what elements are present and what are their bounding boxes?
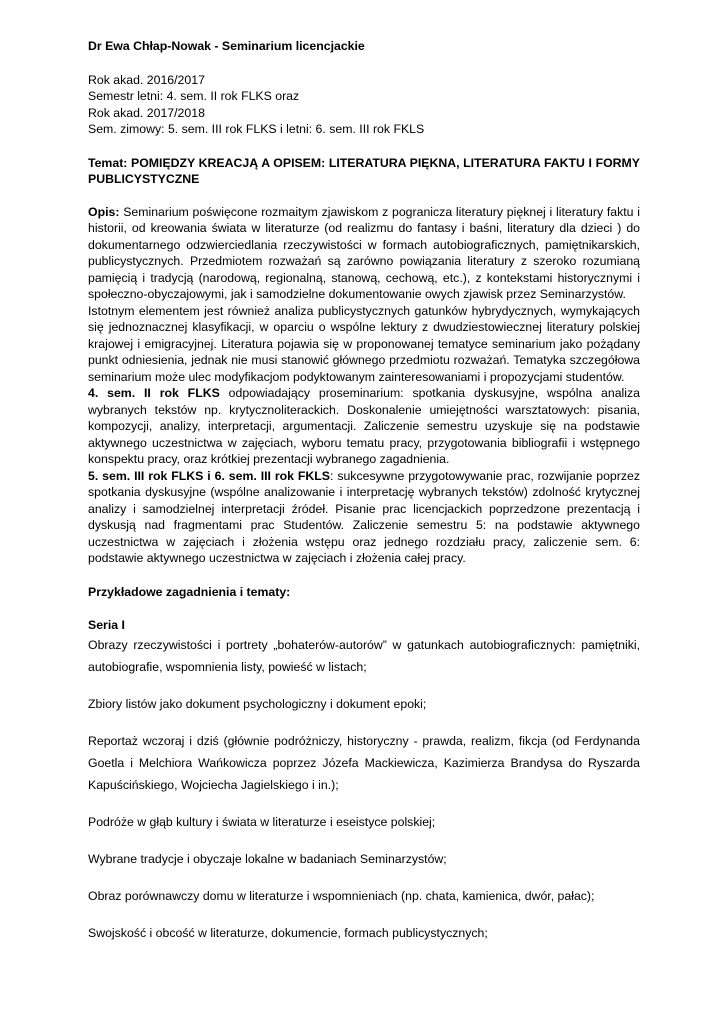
semester-4-paragraph: [88, 385, 640, 468]
semester-4-text: odpowiadający proseminarium: spotkania dyskusyjne, wspólna analiza wybranych tekstów np. krytycznoliterackich. Doskonalenie umiejętności warsztatowych: pisania, kompozycji, analizy, interpretacji, argumentacji. Zaliczenie semestru uzyskuje się na podstawie aktywnego uczestnictwa w zajęciach, wyboru tematu pracy, przygotowania bibliografii i wstępnego konspektu pracy, oraz krótkiej prezentacji wybranego zagadnienia.: [88, 386, 641, 466]
topic-item: Wybrane tradycje i obyczaje lokalne w badaniach Seminarzystów;: [88, 851, 447, 866]
topic-item: Podróże w głąb kultury i świata w literaturze i eseistyce polskiej;: [88, 814, 436, 829]
document-page: [88, 38, 640, 959]
academic-info: [88, 72, 640, 138]
topic-item: Zbiory listów jako dokument psychologiczny i dokument epoki;: [88, 696, 427, 711]
document-title: Dr Ewa Chłap-Nowak - Seminarium licencjackie: [88, 39, 365, 53]
description-label: Opis:: [88, 204, 120, 219]
description-paragraph-2: Istotnym elementem jest również analiza publicystycznych gatunków hybrydycznych, wymykających się jednoznacznej klasyfikacji, w oparciu o wspólne lektury z dwudziestowiecznej literatury polskiej krajowej i emigracyjnej. Literatura pojawia się w proponowanej tematyce seminarium jako pożądany punkt odniesienia, jednak nie musi stanowić głównego przedmiotu rozważań. Tematyka szczegółowa seminarium może ulec modyfikacjom podyktowanym zainteresowaniami i propozycjami studentów.: [88, 303, 640, 384]
semester-5-6-paragraph: [88, 468, 640, 567]
topic-item: Obrazy rzeczywistości i portrety „bohaterów-autorów” w gatunkach autobiograficznych: pamiętniki, autobiografie, wspomnienia listy, powieść w listach;: [88, 637, 640, 674]
semester-5-6-text: : sukcesywne przygotowywanie prac, rozwijanie poprzez spotkania dyskusyjne (wspólne analizowanie i interpretację wybranych tekstów) zdolność krytycznej analizy i samodzielnej interpretacji źródeł. Pisanie prac licencjackich poprzedzone prezentacją i dyskusją nad fragmentami prac Studentów. Zaliczenie semestru 5: na podstawie aktywnego uczestnictwa w zajęciach i złożenia wstępu oraz jednego rozdziału pracy, zaliczenie sem. 6: podstawie aktywnego uczestnictwa w zajęciach i złożenia całej pracy.: [88, 468, 640, 565]
description-paragraph-1: [88, 204, 640, 303]
semester-winter-summer: Sem. zimowy: 5. sem. III rok FLKS i letni: 6. sem. III rok FKLS: [88, 122, 425, 136]
academic-year-2: Rok akad. 2017/2018: [88, 105, 205, 120]
academic-year-1: Rok akad. 2016/2017: [88, 72, 205, 87]
series-label: Seria I: [88, 618, 125, 632]
topics-heading: Przykładowe zagadnienia i tematy:: [88, 584, 291, 599]
topic-label: Temat:: [88, 155, 128, 170]
semester-4-label: 4. sem. II rok FLKS: [88, 386, 220, 400]
topic-item: Reportaż wczoraj i dziś (głównie podróżniczy, historyczny - prawda, realizm, fikcja (od Ferdynanda Goetla i Melchiora Wańkowicza poprzez Józefa Mackiewicza, Kazimierza Brandysa do Ryszarda Kapuścińskiego, Wojciecha Jagielskiego i in.);: [88, 733, 640, 792]
topic-item: Obraz porównawczy domu w literaturze i wspomnieniach (np. chata, kamienica, dwór, pałac);: [88, 888, 595, 903]
topic-item: Swojskość i obcość w literaturze, dokumencie, formach publicystycznych;: [88, 925, 488, 940]
semester-summer: Semestr letni: 4. sem. II rok FLKS oraz: [88, 89, 300, 103]
seminar-topic: [88, 155, 640, 188]
description-text-1: Seminarium poświęcone rozmaitym zjawiskom z pogranicza literatury pięknej i literatury faktu i historii, od kreowania świata w literaturze (od realizmu do fantasy i baśni, literatury dla dzieci ) do dokumentarnego odzwierciedlania rzeczywistości w formach autobiograficznych, pamiętnikarskich, publicystycznych. Przedmiotem rozważań są zarówno powiązania literatury z szeroko rozumianą pamięcią i tradycją (narodową, regionalną, stanową, cechową, etc.), z kontekstami historycznymi i społeczno-obyczajowymi, jak i samodzielne dokumentowanie owych zjawisk przez Seminarzystów.: [88, 204, 640, 301]
semester-5-6-label: 5. sem. III rok FLKS i 6. sem. III rok FKLS: [88, 468, 330, 483]
topic-text: POMIĘDZY KREACJĄ A OPISEM: LITERATURA PIĘKNA, LITERATURA FAKTU I FORMY PUBLICYSTYCZNE: [88, 155, 640, 186]
